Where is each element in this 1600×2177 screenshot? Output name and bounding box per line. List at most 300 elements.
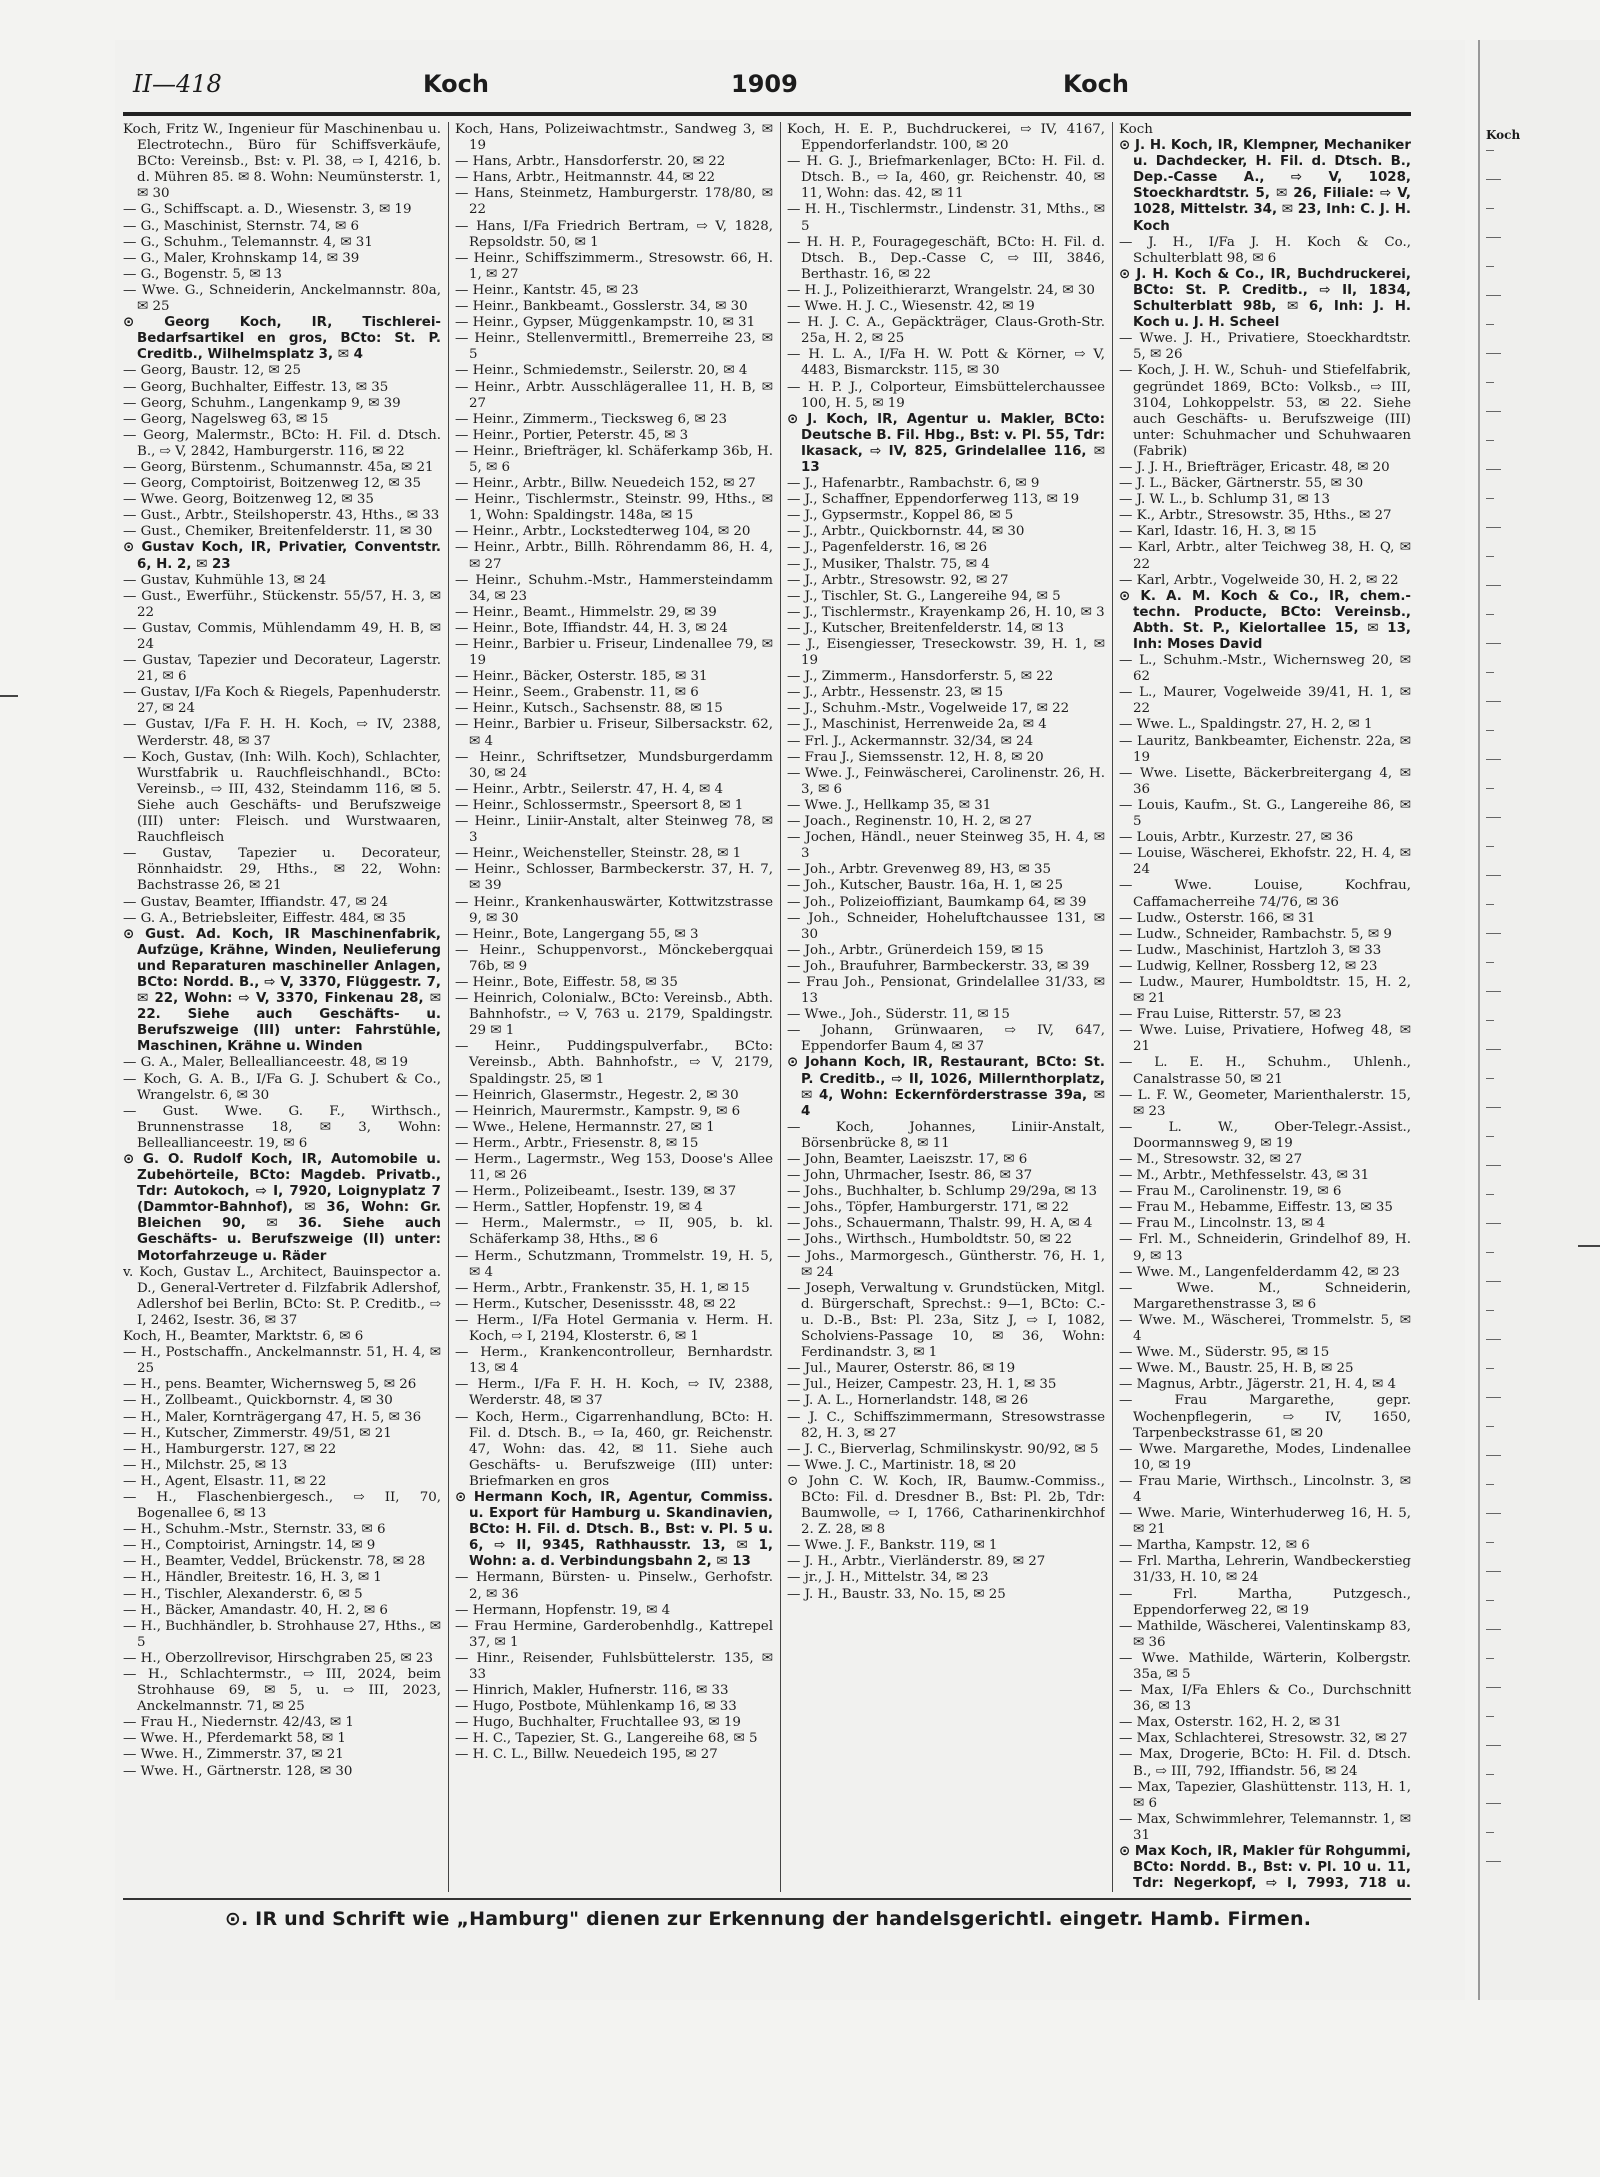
directory-entry: — H., Agent, Elsastr. 11, ✉ 22: [123, 1473, 327, 1489]
directory-entry: — Gustav, Tapezier u. Decorateur, Rönnhaidstr. 29, Hths., ✉ 22, Wohn: Bachstrasse 26, ✉ 21: [123, 846, 441, 894]
directory-entry: — Gustav, I/Fa F. H. H. Koch, ⇨ IV, 2388, Werderstr. 48, ✉ 37: [123, 717, 441, 749]
directory-entry: — Georg, Buchhalter, Eiffestr. 13, ✉ 35: [123, 379, 389, 395]
adjacent-line: [1486, 759, 1501, 760]
directory-entry: — J., Hafenarbtr., Rambachstr. 6, ✉ 9: [787, 476, 1040, 492]
directory-entry: — Ludw., Osterstr. 166, ✉ 31: [1119, 910, 1316, 926]
adjacent-line: [1486, 556, 1494, 557]
directory-entry: — Wwe. G., Schneiderin, Anckelmannstr. 80a, ✉ 25: [123, 282, 441, 315]
directory-entry: — H., Tischler, Alexanderstr. 6, ✉ 5: [123, 1586, 363, 1602]
directory-entry: — H. H., Tischlermstr., Lindenstr. 31, Mths., ✉ 5: [787, 202, 1105, 234]
directory-entry: — Gust., Ewerführ., Stückenstr. 55/57, H. 3, ✉ 22: [123, 588, 441, 620]
directory-entry: — Hinrich, Makler, Hufnerstr. 116, ✉ 33: [455, 1683, 729, 1699]
directory-entry: — Joh., Arbtr. Grevenweg 89, H3, ✉ 35: [787, 862, 1052, 878]
directory-entry: — Martha, Kampstr. 12, ✉ 6: [1119, 1538, 1310, 1554]
directory-entry: — J., Schaffner, Eppendorferweg 113, ✉ 19: [787, 492, 1080, 508]
adjacent-line: [1486, 1020, 1494, 1021]
directory-entry: — Max, I/Fa Ehlers & Co., Durchschnitt 36, ✉ 13: [1119, 1683, 1411, 1715]
directory-entry: — M., Stresowstr. 32, ✉ 27: [1119, 1152, 1303, 1167]
directory-entry: — Heinr., Seem., Grabenstr. 11, ✉ 6: [455, 685, 699, 701]
directory-entry: — Wwe. H., Gärtnerstr. 128, ✉ 30: [123, 1763, 353, 1779]
directory-entry: — Frau Joh., Pensionat, Grindelallee 31/33, ✉ 13: [787, 974, 1105, 1007]
adjacent-line: [1486, 1687, 1501, 1688]
directory-entry: — jr., J. H., Mittelstr. 34, ✉ 23: [787, 1570, 989, 1586]
directory-entry: — H., Zollbeamt., Quickbornstr. 4, ✉ 30: [123, 1393, 393, 1409]
directory-entry: v. Koch, Gustav L., Architect, Bauinspector a. D., General-Vertreter d. Filzfabrik Adlershof, Adlershof bei Berlin, BCto: St. P. Creditb., ⇨ I, 2462, Isestr. 36, ✉ 37: [123, 1264, 441, 1328]
directory-entry: — K., Arbtr., Stresowstr. 35, Hths., ✉ 27: [1119, 508, 1392, 524]
directory-entry: — G., Schiffscapt. a. D., Wiesenstr. 3, ✉ 19: [123, 202, 412, 218]
adjacent-line: [1486, 904, 1494, 905]
directory-entry: Koch, H., Beamter, Marktstr. 6, ✉ 6: [123, 1329, 364, 1345]
directory-entry: — Heinr., Bankbeamt., Gosslerstr. 34, ✉ 30: [455, 299, 748, 315]
adjacent-line: [1486, 1542, 1494, 1543]
adjacent-line: [1486, 498, 1494, 499]
directory-entry: — Heinrich, Glasermstr., Hegestr. 2, ✉ 30: [455, 1087, 739, 1103]
directory-entry: — Johs., Marmorgesch., Güntherstr. 76, H. 1, ✉ 24: [787, 1248, 1105, 1280]
column-divider: [1112, 122, 1113, 1892]
directory-entry: — Heinr., Gypser, Müggenkampstr. 10, ✉ 31: [455, 315, 756, 331]
adjacent-line: [1486, 1194, 1494, 1195]
directory-entry: — Gustav, I/Fa Koch & Riegels, Papenhuderstr. 27, ✉ 24: [123, 685, 441, 717]
directory-entry: — Hugo, Postbote, Mühlenkamp 16, ✉ 33: [455, 1699, 737, 1715]
directory-entry: — Gust. Wwe. G. F., Wirthsch., Brunnenstrasse 18, ✉ 3, Wohn: Belleallianceestr. 19, ✉ 6: [123, 1103, 441, 1151]
adjacent-line: [1486, 1078, 1494, 1079]
adjacent-line: [1486, 1658, 1494, 1659]
directory-entry: — Johs., Wirthsch., Humboldtstr. 50, ✉ 22: [787, 1232, 1072, 1248]
adjacent-line: [1486, 875, 1501, 876]
directory-entry: — Heinr., Schriftsetzer, Mundsburgerdamm 30, ✉ 24: [455, 749, 773, 781]
directory-entry: — Herm., I/Fa Hotel Germania v. Herm. H. Koch, ⇨ I, 2194, Klosterstr. 6, ✉ 1: [455, 1312, 773, 1345]
directory-entry: — Frau M., Lincolnstr. 13, ✉ 4: [1119, 1216, 1326, 1232]
adjacent-line: [1486, 1803, 1501, 1804]
directory-entry: — Frau H., Niedernstr. 42/43, ✉ 1: [123, 1715, 354, 1731]
firm-entry: ⊙ Gustav Koch, IR, Privatier, Conventstr. 6, H. 2, ✉ 23: [123, 540, 441, 572]
directory-entry: — Georg, Bürstenm., Schumannstr. 45a, ✉ 21: [123, 459, 434, 475]
directory-entry: — Herm., Malermstr., ⇨ II, 905, b. kl. Schäferkamp 38, Hths., ✉ 6: [455, 1216, 773, 1248]
directory-entry: — L., Maurer, Vogelweide 39/41, H. 1, ✉ 22: [1119, 685, 1411, 717]
adjacent-line: [1486, 643, 1501, 644]
directory-entry: — Heinr., Barbier u. Friseur, Lindenallee 79, ✉ 19: [455, 637, 773, 669]
header-right-word: Koch: [1063, 70, 1129, 98]
directory-entry: — Frl. Martha, Lehrerin, Wandbeckerstieg 31/33, H. 10, ✉ 24: [1119, 1554, 1411, 1586]
adjacent-line: [1486, 788, 1494, 789]
firm-entry: ⊙ Max Koch, IR, Makler für Rohgummi, BCto: Nordd. B., Bst: v. Pl. 10 u. 11, Tdr: Negerkopf, ⇨ I, 7993, 718 u.: [1119, 1844, 1411, 1892]
directory-entry: — Herm., Kutscher, Desenissstr. 48, ✉ 22: [455, 1296, 737, 1312]
directory-entry: — Wwe. M., Wäscherei, Trommelstr. 5, ✉ 4: [1119, 1312, 1411, 1345]
directory-entry: — Heinr., Beamt., Himmelstr. 29, ✉ 39: [455, 604, 717, 620]
directory-entry: — Hans, Arbtr., Heitmannstr. 44, ✉ 22: [455, 170, 715, 186]
directory-entry: — Joh., Kutscher, Baustr. 16a, H. 1, ✉ 25: [787, 878, 1063, 894]
directory-entry: — Heinr., Zimmerm., Tiecksweg 6, ✉ 23: [455, 411, 728, 427]
adjacent-line: [1486, 817, 1501, 818]
adjacent-line: [1486, 1832, 1494, 1833]
directory-entry: — G., Schuhm., Telemannstr. 4, ✉ 31: [123, 234, 373, 250]
directory-entry: — H., Postschaffn., Anckelmannstr. 51, H. 4, ✉ 25: [123, 1345, 441, 1377]
adjacent-line: [1486, 585, 1501, 586]
directory-entry: — H. H. P., Fouragegeschäft, BCto: H. Fil. d. Dtsch. B., Dep.-Casse C, ⇨ III, 3846, Berthastr. 16, ✉ 22: [787, 234, 1105, 282]
directory-entry: — Gust., Arbtr., Steilshoperstr. 43, Hths., ✉ 33: [123, 508, 440, 524]
directory-entry: — H., Flaschenbiergesch., ⇨ II, 70, Bogenallee 6, ✉ 13: [123, 1489, 441, 1522]
directory-entry: — Ludw., Schneider, Rambachstr. 5, ✉ 9: [1119, 926, 1392, 942]
directory-entry: — L., Schuhm.-Mstr., Wichernsweg 20, ✉ 62: [1119, 653, 1411, 685]
directory-entry: — John, Uhrmacher, Isestr. 86, ✉ 37: [787, 1168, 1033, 1184]
directory-entry: ⊙ John C. W. Koch, IR, Baumw.-Commiss., BCto: Fil. d. Dresdner B., Bst: Pl. 2b, Tdr: Baumwolle, ⇨ I, 1766, Catharinenkirchhof 2. Z. 28, ✉ 8: [787, 1473, 1105, 1538]
directory-entry: — Frl. J., Ackermannstr. 32/34, ✉ 24: [787, 733, 1034, 749]
adjacent-line: [1486, 1426, 1494, 1427]
directory-entry: — Heinr., Krankenhauswärter, Kottwitzstrasse 9, ✉ 30: [455, 894, 773, 926]
directory-entry: — Johs., Töpfer, Hamburgerstr. 171, ✉ 22: [787, 1200, 1069, 1216]
adjacent-line: [1486, 1774, 1494, 1775]
firm-entry: ⊙ J. H. Koch & Co., IR, Buchdruckerei, BCto: St. P. Creditb., ⇨ II, 1834, Schulterblatt 98b, ✉ 6, Inh: J. H. Koch u. J. H. Scheel: [1119, 266, 1411, 331]
directory-entry: Koch, H. E. P., Buchdruckerei, ⇨ IV, 4167, Eppendorferlandstr. 100, ✉ 20: [787, 122, 1105, 154]
directory-entry: — Karl, Idastr. 16, H. 3, ✉ 15: [1119, 524, 1317, 540]
directory-entry: — H., Kutscher, Zimmerstr. 49/51, ✉ 21: [123, 1425, 392, 1441]
directory-entry: — Koch, Johannes, Liniir-Anstalt, Börsenbrücke 8, ✉ 11: [787, 1119, 1105, 1151]
directory-entry: — Hugo, Buchhalter, Fruchtallee 93, ✉ 19: [455, 1715, 741, 1731]
directory-entry: — Frau Luise, Ritterstr. 57, ✉ 23: [1119, 1007, 1342, 1023]
directory-entry: — Frau Margarethe, gepr. Wochenpflegerin, ⇨ IV, 1650, Tarpenbeckstrasse 61, ✉ 20: [1119, 1393, 1411, 1441]
directory-entry: — Magnus, Arbtr., Jägerstr. 21, H. 4, ✉ 4: [1119, 1377, 1396, 1393]
directory-entry: — J., Tischlermstr., Krayenkamp 26, H. 10, ✉ 3: [787, 604, 1105, 620]
header-left-word: Koch: [423, 70, 489, 98]
directory-entry: — Wwe. M., Baustr. 25, H. B, ✉ 25: [1119, 1361, 1354, 1377]
directory-entry: — Wwe. L., Spaldingstr. 27, H. 2, ✉ 1: [1119, 717, 1373, 733]
directory-entry: — J., Kutscher, Breitenfelderstr. 14, ✉ 13: [787, 620, 1065, 636]
directory-entry: — Georg, Nagelsweg 63, ✉ 15: [123, 411, 329, 427]
directory-entry: — J., Arbtr., Hessenstr. 23, ✉ 15: [787, 685, 1004, 701]
directory-entry: — Heinr., Weichensteller, Steinstr. 28, ✉ 1: [455, 846, 742, 862]
directory-entry: — J. C., Bierverlag, Schmilinskystr. 90/92, ✉ 5: [787, 1441, 1099, 1457]
adjacent-line: [1486, 1165, 1501, 1166]
directory-entry: — H. P. J., Colporteur, Eimsbüttelerchaussee 100, H. 5, ✉ 19: [787, 379, 1105, 411]
directory-entry: — Georg, Schuhm., Langenkamp 9, ✉ 39: [123, 395, 401, 411]
adjacent-line: [1486, 1339, 1501, 1340]
directory-entry: — Heinrich, Maurermstr., Kampstr. 9, ✉ 6: [455, 1103, 741, 1119]
directory-entry: — Heinr., Schmiedemstr., Seilerstr. 20, ✉ 4: [455, 363, 748, 379]
directory-entry: — Wwe. M., Süderstr. 95, ✉ 15: [1119, 1345, 1330, 1361]
page-number: II—418: [133, 70, 222, 98]
directory-entry: — L. E. H., Schuhm., Uhlenh., Canalstrasse 50, ✉ 21: [1119, 1055, 1411, 1087]
directory-entry: — Heinr., Stellenvermittl., Bremerreihe 23, ✉ 5: [455, 331, 773, 363]
directory-entry: — Hans, Steinmetz, Hamburgerstr. 178/80, ✉ 22: [455, 186, 773, 218]
directory-entry: — Koch, G. A. B., I/Fa G. J. Schubert & Co., Wrangelstr. 6, ✉ 30: [123, 1071, 441, 1103]
adjacent-line: [1486, 382, 1494, 383]
directory-entry: — H., Milchstr. 25, ✉ 13: [123, 1457, 288, 1473]
directory-entry: — Frau J., Siemssenstr. 12, H. 8, ✉ 20: [787, 749, 1044, 765]
directory-entry: — Gust., Chemiker, Breitenfelderstr. 11, ✉ 30: [123, 524, 433, 540]
directory-entry: — Wwe. Lisette, Bäckerbreitergang 4, ✉ 36: [1119, 765, 1411, 797]
directory-entry: — Georg, Comptoirist, Boitzenweg 12, ✉ 35: [123, 476, 422, 492]
firm-entry: ⊙ Georg Koch, IR, Tischlerei-Bedarfsartikel en gros, BCto: St. P. Creditb., Wilhelmsplatz 3, ✉ 4: [123, 315, 441, 363]
directory-entry: — Heinr., Bote, Eiffestr. 58, ✉ 35: [455, 974, 678, 990]
column-divider: [780, 122, 781, 1892]
footer-note: ⊙. IR und Schrift wie „Hamburg" dienen zur Erkennung der handelsgerichtl. eingetr. Hamb. Firmen.: [224, 1908, 1312, 1930]
adjacent-line: [1486, 1252, 1494, 1253]
directory-entry: — Jochen, Händl., neuer Steinweg 35, H. 4, ✉ 3: [787, 830, 1105, 862]
adjacent-line: [1486, 1861, 1501, 1862]
directory-entry: — Max, Osterstr. 162, H. 2, ✉ 31: [1119, 1715, 1342, 1731]
edge-mark: [1578, 1245, 1600, 1247]
directory-entry: — G., Maschinist, Sternstr. 74, ✉ 6: [123, 218, 360, 234]
directory-entry: — Wwe. M., Langenfelderdamm 42, ✉ 23: [1119, 1264, 1400, 1280]
adjacent-line: [1486, 1455, 1501, 1456]
directory-entry: — J., Tischler, St. G., Langereihe 94, ✉ 5: [787, 588, 1061, 604]
directory-entry: — M., Arbtr., Methfesselstr. 43, ✉ 31: [1119, 1168, 1370, 1184]
adjacent-line: [1486, 411, 1501, 412]
directory-entry: — Johs., Schauermann, Thalstr. 99, H. A, ✉ 4: [787, 1216, 1093, 1232]
directory-entry: — Frau M., Hebamme, Eiffestr. 13, ✉ 35: [1119, 1200, 1393, 1216]
directory-entry: — Wwe. M., Schneiderin, Margarethenstrasse 3, ✉ 6: [1119, 1280, 1411, 1312]
adjacent-line: [1486, 237, 1501, 238]
directory-entry: — Heinr., Arbtr., Seilerstr. 47, H. 4, ✉ 4: [455, 781, 724, 797]
directory-entry: — Hermann, Hopfenstr. 19, ✉ 4: [455, 1602, 671, 1618]
directory-entry: — J., Arbtr., Stresowstr. 92, ✉ 27: [787, 572, 1009, 588]
directory-entry: — Wwe. Luise, Privatiere, Hofweg 48, ✉ 21: [1119, 1023, 1411, 1055]
directory-entry: — L. W., Ober-Telegr.-Assist., Doormannsweg 9, ✉ 19: [1119, 1119, 1411, 1151]
directory-entry: — Heinr., Arbtr., Billw. Neuedeich 152, ✉ 27: [455, 476, 756, 492]
adjacent-line: [1486, 701, 1501, 702]
directory-entry: — Koch, Gustav, (Inh: Wilh. Koch), Schlachter, Wurstfabrik u. Rauchfleischhandl., BCto: Vereinsb., ⇨ III, 432, Steindamm 116, ✉ 5. Siehe auch Geschäfts- und Berufszweige (III) unter: Fleisch. und Wurstwaaren, Rauchfleisch: [123, 749, 441, 846]
directory-entry: — Max, Schwimmlehrer, Telemannstr. 1, ✉ 31: [1119, 1811, 1411, 1843]
adjacent-line: [1486, 730, 1494, 731]
directory-entry: — Wwe. J. H., Privatiere, Stoeckhardtstr. 5, ✉ 26: [1119, 331, 1411, 363]
firm-entry: ⊙ K. A. M. Koch & Co., IR, chem.-techn. Producte, BCto: Vereinsb., Abth. St. P., Kielortallee 15, ✉ 13, Inh: Moses David: [1119, 588, 1411, 652]
adjacent-line: [1486, 469, 1501, 470]
firm-entry: ⊙ Hermann Koch, IR, Agentur, Commiss. u. Export für Hamburg u. Skandinavien, BCto: H. Fil. d. Dtsch. B., Bst: v. Pl. 5 u. 6, ⇨ II, 9345, Rathhausstr. 13, ✉ 1, Wohn: a. d. Verbindungsbahn 2, ✉ 13: [455, 1489, 773, 1570]
directory-entry: — John, Beamter, Laeiszstr. 17, ✉ 6: [787, 1152, 1028, 1167]
directory-entry: — Lauritz, Bankbeamter, Eichenstr. 22a, ✉ 19: [1119, 733, 1411, 765]
adjacent-line: [1486, 1223, 1501, 1224]
directory-entry: — Mathilde, Wäscherei, Valentinskamp 83, ✉ 36: [1119, 1618, 1411, 1650]
directory-entry: — Hans, Arbtr., Hansdorferstr. 20, ✉ 22: [455, 154, 726, 170]
column-divider: [448, 122, 449, 1892]
page-header: [123, 70, 1411, 110]
directory-entry: — Joh., Polizeioffiziant, Baumkamp 64, ✉ 39: [787, 894, 1087, 910]
adjacent-page-head: Koch: [1486, 128, 1521, 142]
column-1: [123, 122, 441, 1892]
directory-entry: — Herm., Polizeibeamt., Isestr. 139, ✉ 37: [455, 1184, 737, 1200]
directory-entry: — H. C. L., Billw. Neuedeich 195, ✉ 27: [455, 1747, 718, 1763]
directory-entry: — Louis, Kaufm., St. G., Langereihe 86, ✉ 5: [1119, 797, 1411, 830]
directory-entry: — H., Hamburgerstr. 127, ✉ 22: [123, 1441, 337, 1457]
directory-entry: — J., Maschinist, Herrenweide 2a, ✉ 4: [787, 717, 1047, 733]
directory-entry: — J., Gypsermstr., Koppel 86, ✉ 5: [787, 508, 1014, 524]
directory-entry: — Herm., Sattler, Hopfenstr. 19, ✉ 4: [455, 1200, 703, 1216]
directory-entry: — J. J. H., Briefträger, Ericastr. 48, ✉ 20: [1119, 459, 1390, 475]
directory-entry: — Frau Hermine, Garderobenhdlg., Kattrepel 37, ✉ 1: [455, 1618, 773, 1650]
directory-entry: — Ludwig, Kellner, Rossberg 12, ✉ 23: [1119, 958, 1378, 974]
adjacent-line: [1486, 1745, 1501, 1746]
column-3: [787, 122, 1105, 1892]
adjacent-line: [1486, 1310, 1494, 1311]
directory-entry: — Max, Drogerie, BCto: H. Fil. d. Dtsch. B., ⇨ III, 792, Iffiandstr. 56, ✉ 24: [1119, 1747, 1411, 1779]
directory-page: [115, 40, 1465, 2000]
directory-entry: — J., Schuhm.-Mstr., Vogelweide 17, ✉ 22: [787, 701, 1070, 717]
directory-entry: — Heinr., Barbier u. Friseur, Silbersackstr. 62, ✉ 4: [455, 717, 773, 749]
firm-entry: ⊙ G. O. Rudolf Koch, IR, Automobile u. Zubehörteile, BCto: Magdeb. Privatb., Tdr: Autokoch, ⇨ I, 7920, Loignyplatz 7 (Dammtor-Bahnhof), ✉ 36, Wohn: Gr. Bleichen 90, ✉ 36. Siehe auch Geschäfts- u. Berufszweige (II) unter: Motorfahrzeuge u. Räder: [123, 1152, 441, 1264]
directory-entry: — H., Maler, Kornträgergang 47, H. 5, ✉ 36: [123, 1409, 422, 1425]
directory-entry: — Koch, J. H. W., Schuh- und Stiefelfabrik, gegründet 1869, BCto: Volksb., ⇨ III, 3104, Lohkoppelstr. 53, ✉ 22. Siehe auch Geschäfts- u. Berufszweige (III) unter: Schuhmacher und Schuhwaaren (Fabrik): [1119, 363, 1411, 459]
adjacent-line: [1486, 1600, 1494, 1601]
directory-entry: — Heinr., Kutsch., Sachsenstr. 88, ✉ 15: [455, 701, 723, 717]
directory-entry: — Heinr., Liniir-Anstalt, alter Steinweg 78, ✉ 3: [455, 814, 773, 846]
directory-entry: — L. F. W., Geometer, Marienthalerstr. 15, ✉ 23: [1119, 1087, 1411, 1119]
directory-entry: — Wwe. J., Feinwäscherei, Carolinenstr. 26, H. 3, ✉ 6: [787, 765, 1105, 797]
directory-entry: — Georg, Malermstr., BCto: H. Fil. d. Dtsch. B., ⇨ V, 2842, Hamburgerstr. 116, ✉ 22: [123, 427, 441, 459]
directory-entry: — Herm., Arbtr., Frankenstr. 35, H. 1, ✉ 15: [455, 1280, 750, 1296]
adjacent-line: [1486, 1136, 1494, 1137]
adjacent-line: [1486, 846, 1494, 847]
adjacent-line: [1486, 150, 1494, 151]
firm-entry: ⊙ J. H. Koch, IR, Klempner, Mechaniker u. Dachdecker, H. Fil. d. Dtsch. B., Dep.-Casse A., ⇨ V, 1028, Stoeckhardtstr. 5, ✉ 26, Filiale: ⇨ V, 1028, Mittelstr. 34, ✉ 23, Inh: C. J. H. Koch: [1119, 138, 1411, 234]
directory-entry: — J., Musiker, Thalstr. 75, ✉ 4: [787, 556, 990, 572]
adjacent-line: [1486, 208, 1494, 209]
directory-entry: — Max, Tapezier, Glashüttenstr. 113, H. 1, ✉ 6: [1119, 1779, 1411, 1811]
directory-entry: — J. W. L., b. Schlump 31, ✉ 13: [1119, 492, 1330, 508]
adjacent-line: [1486, 1629, 1501, 1630]
directory-entry: — Wwe. Margarethe, Modes, Lindenallee 10, ✉ 19: [1119, 1441, 1411, 1473]
directory-entry: — Heinr., Arbtr., Billh. Röhrendamm 86, H. 4, ✉ 27: [455, 540, 773, 572]
directory-entry: — Heinr., Schiffszimmerm., Stresowstr. 66, H. 1, ✉ 27: [455, 250, 773, 282]
firm-entry: ⊙ Gust. Ad. Koch, IR Maschinenfabrik, Aufzüge, Krähne, Winden, Neulieferung und Reparaturen maschineller Anlagen, BCto: Nordd. B., ⇨ V, 3370, Flüggestr. 7, ✉ 22, Wohn: ⇨ V, 3370, Finkenau 28, ✉ 22. Siehe auch Geschäfts- u. Berufszweige (III) unter: Fahrstühle, Maschinen, Krähne u. Winden: [123, 926, 441, 1055]
directory-entry: — Koch, Herm., Cigarrenhandlung, BCto: H. Fil. d. Dtsch. B., ⇨ Ia, 460, gr. Reichenstr. 47, Wohn: das. 42, ✉ 11. Siehe auch Geschäfts- u. Berufszweige (III) unter: Briefmarken en gros: [455, 1409, 773, 1489]
adjacent-line: [1486, 1716, 1494, 1717]
adjacent-line: [1486, 266, 1494, 267]
directory-entry: — Louis, Arbtr., Kurzestr. 27, ✉ 36: [1119, 830, 1354, 846]
directory-entry: — Gustav, Commis, Mühlendamm 49, H. B, ✉ 24: [123, 620, 441, 652]
header-year: 1909: [731, 70, 798, 98]
directory-entry: — Gustav, Kuhmühle 13, ✉ 24: [123, 572, 327, 588]
adjacent-line: [1486, 527, 1501, 528]
directory-entry: — Heinr., Tischlermstr., Steinstr. 99, Hths., ✉ 1, Wohn: Spaldingstr. 148a, ✉ 15: [455, 492, 773, 524]
directory-entry: — G., Maler, Krohnskamp 14, ✉ 39: [123, 250, 360, 266]
directory-entry: — Wwe. H., Zimmerstr. 37, ✉ 21: [123, 1747, 344, 1763]
adjacent-line: [1486, 1281, 1501, 1282]
directory-entry: — G. A., Maler, Belleallianceestr. 48, ✉ 19: [123, 1055, 408, 1071]
directory-entry: — J. H., Baustr. 33, No. 15, ✉ 25: [787, 1586, 1006, 1602]
directory-entry: — J., Arbtr., Quickbornstr. 44, ✉ 30: [787, 524, 1025, 540]
adjacent-line: [1486, 1107, 1501, 1108]
directory-entry: — J. A. L., Hornerlandstr. 148, ✉ 26: [787, 1393, 1029, 1409]
directory-entry: — H., Händler, Breitestr. 16, H. 3, ✉ 1: [123, 1570, 382, 1586]
directory-entry: — Joseph, Verwaltung v. Grundstücken, Mitgl. d. Bürgerschaft, Sprechst.: 9—1, BCto: C.- u. D.-B., Bst: Pl. 23a, Sitz J, ⇨ I, 1082, Scholviens-Passage 10, ✉ 36, Wohn: Ferdinandstr. 3, ✉ 1: [787, 1280, 1105, 1361]
firm-entry: ⊙ Johann Koch, IR, Restaurant, BCto: St. P. Creditb., ⇨ II, 1026, Millernthorplatz, ✉ 4, Wohn: Eckernförderstrasse 39a, ✉ 4: [787, 1055, 1105, 1119]
directory-entry: — Herm., Schutzmann, Trommelstr. 19, H. 5, ✉ 4: [455, 1248, 773, 1280]
adjacent-line: [1486, 324, 1494, 325]
directory-entry: — Karl, Arbtr., Vogelweide 30, H. 2, ✉ 22: [1119, 572, 1399, 588]
directory-entry: Koch: [1119, 122, 1153, 137]
directory-entry: — Heinr., Schuppenvorst., Mönckebergquai 76b, ✉ 9: [455, 942, 773, 974]
adjacent-line: [1486, 672, 1494, 673]
adjacent-line: [1486, 1513, 1501, 1514]
directory-entry: — Herm., Lagermstr., Weg 153, Doose's Allee 11, ✉ 26: [455, 1152, 773, 1184]
directory-entry: — Wwe., Joh., Süderstr. 11, ✉ 15: [787, 1007, 1010, 1023]
directory-entry: — Heinr., Bote, Langergang 55, ✉ 3: [455, 926, 699, 942]
directory-entry: — H., pens. Beamter, Wichernsweg 5, ✉ 26: [123, 1377, 417, 1393]
column-4: [1119, 122, 1411, 1892]
directory-entry: — Johs., Buchhalter, b. Schlump 29/29a, ✉ 13: [787, 1184, 1097, 1200]
directory-entry: — H., Oberzollrevisor, Hirschgraben 25, ✉ 23: [123, 1650, 433, 1666]
adjacent-line: [1486, 991, 1501, 992]
directory-entry: — Wwe. Georg, Boitzenweg 12, ✉ 35: [123, 492, 374, 508]
directory-entry: — H. C., Tapezier, St. G., Langereihe 68, ✉ 5: [455, 1731, 758, 1747]
directory-entry: — Heinrich, Colonialw., BCto: Vereinsb., Abth. Bahnhofstr., ⇨ V, 763 u. 2179, Spaldingstr. 29 ✉ 1: [455, 991, 773, 1039]
directory-entry: — H., Schuhm.-Mstr., Sternstr. 33, ✉ 6: [123, 1522, 386, 1538]
directory-entry: — Louise, Wäscherei, Ekhofstr. 22, H. 4, ✉ 24: [1119, 846, 1411, 878]
directory-entry: — Heinr., Schuhm.-Mstr., Hammersteindamm 34, ✉ 23: [455, 572, 773, 604]
adjacent-line: [1486, 614, 1494, 615]
directory-entry: — Heinr., Bote, Iffiandstr. 44, H. 3, ✉ 24: [455, 620, 728, 636]
directory-entry: — Wwe. H., Pferdemarkt 58, ✉ 1: [123, 1731, 346, 1747]
directory-entry: — Wwe. J. F., Bankstr. 119, ✉ 1: [787, 1538, 998, 1554]
directory-entry: — J. H., Arbtr., Vierländerstr. 89, ✉ 27: [787, 1554, 1046, 1570]
directory-entry: — Wwe. Marie, Winterhuderweg 16, H. 5, ✉ 21: [1119, 1506, 1411, 1538]
directory-entry: — Wwe. Louise, Kochfrau, Caffamacherreihe 74/76, ✉ 36: [1119, 878, 1411, 910]
directory-entry: — Wwe. Mathilde, Wärterin, Kolbergstr. 35a, ✉ 5: [1119, 1650, 1411, 1682]
directory-entry: — Wwe. J. C., Martinistr. 18, ✉ 20: [787, 1457, 1017, 1473]
adjacent-line: [1486, 933, 1501, 934]
directory-entry: — Heinr., Schlossermstr., Speersort 8, ✉ 1: [455, 797, 744, 813]
adjacent-line: [1486, 353, 1501, 354]
directory-entry: — Frl. Martha, Putzgesch., Eppendorferweg 22, ✉ 19: [1119, 1586, 1411, 1618]
directory-entry: — G. A., Betriebsleiter, Eiffestr. 484, ✉ 35: [123, 910, 407, 926]
directory-entry: — Gustav, Beamter, Iffiandstr. 47, ✉ 24: [123, 894, 388, 910]
directory-entry: — Herm., Krankencontrolleur, Bernhardstr. 13, ✉ 4: [455, 1345, 773, 1377]
directory-entry: — G., Bogenstr. 5, ✉ 13: [123, 266, 282, 282]
directory-entry: — Jul., Maurer, Osterstr. 86, ✉ 19: [787, 1361, 1016, 1377]
directory-entry: — Heinr., Briefträger, kl. Schäferkamp 36b, H. 5, ✉ 6: [455, 443, 773, 475]
directory-entry: — J. L., Bäcker, Gärtnerstr. 55, ✉ 30: [1119, 476, 1364, 492]
directory-entry: — Frau M., Carolinenstr. 19, ✉ 6: [1119, 1184, 1342, 1200]
directory-entry: — J. C., Schiffszimmermann, Stresowstrasse 82, H. 3, ✉ 27: [787, 1409, 1105, 1441]
directory-entry: — H. G. J., Briefmarkenlager, BCto: H. Fil. d. Dtsch. B., ⇨ Ia, 460, gr. Reichenstr. 40, ✉ 11, Wohn: das. 42, ✉ 11: [787, 154, 1105, 202]
adjacent-line: [1486, 1571, 1501, 1572]
adjacent-line: [1486, 295, 1501, 296]
directory-entry: — J., Zimmerm., Hansdorferstr. 5, ✉ 22: [787, 669, 1054, 685]
directory-entry: — Joach., Reginenstr. 10, H. 2, ✉ 27: [787, 814, 1032, 830]
directory-entry: — Heinr., Schlosser, Barmbeckerstr. 37, H. 7, ✉ 39: [455, 862, 773, 894]
column-2: [455, 122, 773, 1892]
directory-entry: — Wwe. J., Hellkamp 35, ✉ 31: [787, 797, 992, 813]
adjacent-line: [1486, 1368, 1494, 1369]
directory-entry: — Heinr., Arbtr. Ausschlägerallee 11, H. B, ✉ 27: [455, 379, 773, 411]
firm-entry: ⊙ J. Koch, IR, Agentur u. Makler, BCto: Deutsche B. Fil. Hbg., Bst: v. Pl. 55, Tdr: Ikasack, ⇨ IV, 825, Grindelallee 116, ✉ 13: [787, 411, 1105, 475]
directory-entry: — Heinr., Arbtr., Lockstedterweg 104, ✉ 20: [455, 524, 751, 540]
footer-rule: [123, 1898, 1411, 1900]
directory-entry: — Joh., Braufuhrer, Barmbeckerstr. 33, ✉ 39: [787, 958, 1090, 974]
directory-entry: — H., Schlachtermstr., ⇨ III, 2024, beim Strohhause 69, ✉ 5, u. ⇨ III, 2023, Anckelmannstr. 71, ✉ 25: [123, 1667, 441, 1715]
directory-entry: — Gustav, Tapezier und Decorateur, Lagerstr. 21, ✉ 6: [123, 653, 441, 685]
directory-entry: — Joh., Arbtr., Grünerdeich 159, ✉ 15: [787, 942, 1044, 958]
directory-entry: — Frau Marie, Wirthsch., Lincolnstr. 3, ✉ 4: [1119, 1473, 1411, 1505]
directory-entry: — Frl. M., Schneiderin, Grindelhof 89, H. 9, ✉ 13: [1119, 1232, 1411, 1264]
directory-entry: — Hinr., Reisender, Fuhlsbüttelerstr. 135, ✉ 33: [455, 1650, 773, 1682]
directory-entry: — Heinr., Kantstr. 45, ✉ 23: [455, 282, 639, 298]
directory-entry: — Max, Schlachterei, Stresowstr. 32, ✉ 27: [1119, 1731, 1408, 1747]
directory-entry: — Wwe., Helene, Hermannstr. 27, ✉ 1: [455, 1119, 715, 1135]
directory-entry: — H., Beamter, Veddel, Brückenstr. 78, ✉ 28: [123, 1554, 426, 1570]
directory-entry: — Hermann, Bürsten- u. Pinselw., Gerhofstr. 2, ✉ 36: [455, 1570, 773, 1602]
directory-entry: — Georg, Baustr. 12, ✉ 25: [123, 363, 302, 379]
adjacent-line: [1486, 1484, 1494, 1485]
directory-entry: — J., Eisengiesser, Treseckowstr. 39, H. 1, ✉ 19: [787, 637, 1105, 669]
adjacent-page-edge: [1478, 40, 1600, 2000]
directory-entry: — Jul., Heizer, Campestr. 23, H. 1, ✉ 35: [787, 1377, 1057, 1393]
adjacent-line: [1486, 1397, 1501, 1398]
directory-entry: — Heinr., Bäcker, Osterstr. 185, ✉ 31: [455, 669, 708, 685]
directory-entry: — J., Pagenfelderstr. 16, ✉ 26: [787, 540, 988, 556]
directory-entry: — H. L. A., I/Fa H. W. Pott & Körner, ⇨ V, 4483, Bismarckstr. 115, ✉ 30: [787, 347, 1105, 379]
directory-entry: — Heinr., Portier, Peterstr. 45, ✉ 3: [455, 427, 689, 443]
